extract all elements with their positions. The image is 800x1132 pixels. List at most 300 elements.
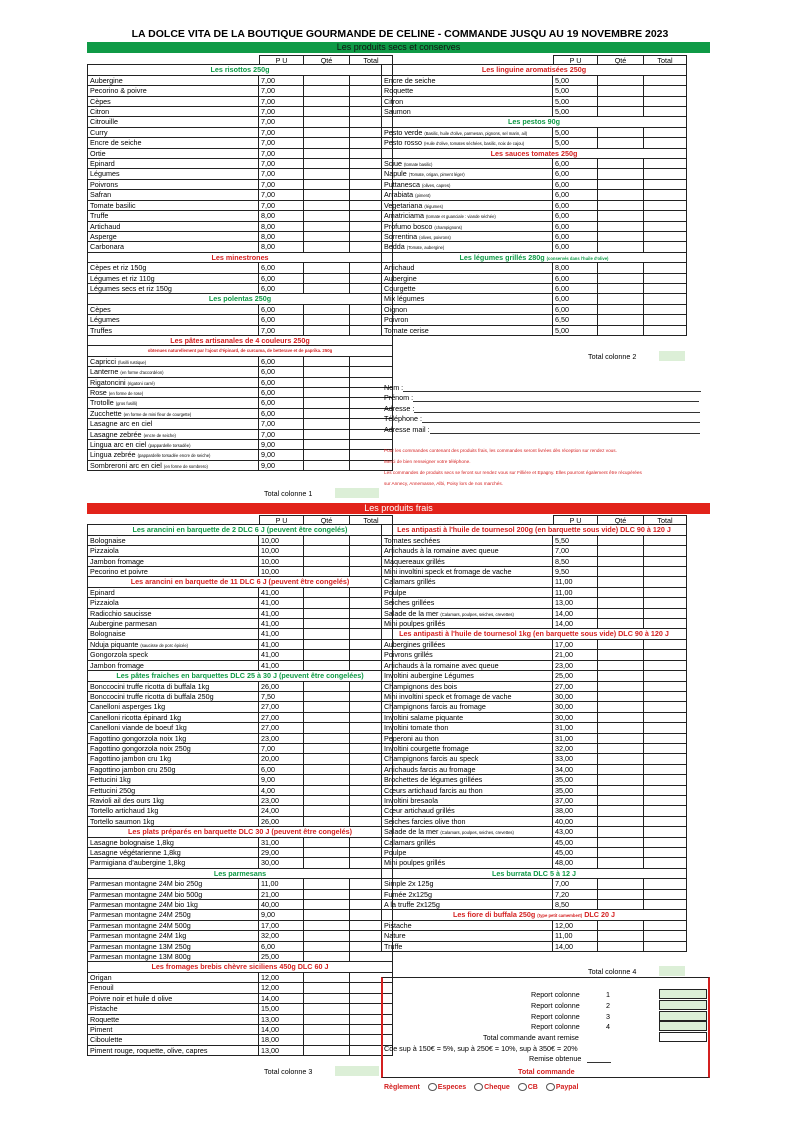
product-row — [381, 598, 687, 608]
payment-option-cash: Especes — [437, 1083, 467, 1091]
product-name-text: Amatriciama — [384, 211, 424, 221]
quantity-cell[interactable] — [304, 890, 350, 900]
quantity-cell[interactable] — [598, 577, 644, 587]
product-name — [381, 294, 553, 304]
quantity-cell[interactable] — [598, 734, 644, 744]
total-column-3-box[interactable] — [335, 1066, 379, 1076]
product-row — [87, 744, 393, 754]
quantity-cell[interactable] — [598, 702, 644, 712]
quantity-cell[interactable] — [598, 858, 644, 868]
quantity-cell[interactable] — [304, 598, 350, 608]
product-name — [87, 326, 259, 336]
quantity-cell[interactable] — [304, 440, 350, 450]
header-total: Total — [350, 515, 393, 525]
product-name — [87, 315, 259, 325]
total-cell[interactable] — [644, 211, 687, 221]
product-name-text: Ravioli ail des ours 1kg — [90, 795, 164, 805]
quantity-cell[interactable] — [304, 713, 350, 723]
total-cell[interactable] — [644, 890, 687, 900]
cash-radio-icon[interactable] — [428, 1083, 437, 1091]
quantity-cell[interactable] — [304, 702, 350, 712]
quantity-cell[interactable] — [304, 419, 350, 429]
quantity-cell[interactable] — [304, 232, 350, 242]
quantity-cell[interactable] — [598, 754, 644, 764]
quantity-cell[interactable] — [598, 640, 644, 650]
total-cell[interactable] — [644, 827, 687, 837]
quantity-cell[interactable] — [304, 900, 350, 910]
total-cell[interactable] — [644, 598, 687, 608]
quantity-cell[interactable] — [304, 921, 350, 931]
total-cell[interactable] — [644, 723, 687, 733]
product-price: 6,00 — [259, 398, 304, 408]
total-cell[interactable] — [644, 848, 687, 858]
quantity-cell[interactable] — [598, 827, 644, 837]
quantity-cell[interactable] — [304, 1046, 350, 1056]
product-row — [381, 305, 687, 315]
quantity-cell[interactable] — [304, 734, 350, 744]
product-row — [381, 201, 687, 211]
quantity-cell[interactable] — [598, 190, 644, 200]
total-cell[interactable] — [644, 159, 687, 169]
total-cell[interactable] — [644, 640, 687, 650]
quantity-cell[interactable] — [304, 180, 350, 190]
quantity-cell[interactable] — [598, 76, 644, 86]
product-name — [87, 263, 259, 273]
product-row — [87, 263, 393, 273]
product-name-text: Origan — [90, 972, 112, 982]
product-row — [381, 671, 687, 681]
quantity-cell[interactable] — [598, 765, 644, 775]
product-price: 7,00 — [259, 430, 304, 440]
product-name-text: Champignons farcis au fromage — [384, 702, 486, 712]
product-price: 5,00 — [553, 326, 598, 336]
total-cell[interactable] — [644, 315, 687, 325]
product-price: 7,00 — [259, 744, 304, 754]
total-cell[interactable] — [644, 201, 687, 211]
total-cell[interactable] — [644, 744, 687, 754]
total-cell[interactable] — [644, 557, 687, 567]
total-cell[interactable] — [644, 619, 687, 629]
section-heading — [87, 525, 393, 535]
quantity-cell[interactable] — [598, 588, 644, 598]
quantity-cell[interactable] — [304, 806, 350, 816]
quantity-cell[interactable] — [304, 567, 350, 577]
product-row — [87, 190, 393, 200]
product-name — [87, 723, 259, 733]
product-name — [87, 159, 259, 169]
quantity-cell[interactable] — [598, 661, 644, 671]
total-column-4-box[interactable] — [659, 966, 685, 976]
quantity-cell[interactable] — [598, 879, 644, 889]
quantity-cell[interactable] — [304, 952, 350, 962]
quantity-cell[interactable] — [304, 190, 350, 200]
quantity-cell[interactable] — [304, 796, 350, 806]
report-2-number: 2 — [606, 1001, 610, 1010]
product-name-text: Encre de seiche — [90, 138, 142, 148]
total-cell[interactable] — [644, 796, 687, 806]
total-cell[interactable] — [644, 274, 687, 284]
quantity-cell[interactable] — [598, 931, 644, 941]
total-cell[interactable] — [644, 692, 687, 702]
quantity-cell[interactable] — [304, 409, 350, 419]
total-cell[interactable] — [644, 942, 687, 952]
product-row — [87, 180, 393, 190]
total-cell[interactable] — [644, 713, 687, 723]
total-cell[interactable] — [350, 952, 393, 962]
product-row — [381, 315, 687, 325]
product-name-text: Safran — [90, 190, 112, 200]
total-cell[interactable] — [644, 900, 687, 910]
product-row — [87, 536, 393, 546]
header-pu: P U — [553, 55, 598, 65]
total-cell[interactable] — [644, 609, 687, 619]
quantity-cell[interactable] — [598, 557, 644, 567]
quantity-cell[interactable] — [598, 211, 644, 221]
quantity-cell[interactable] — [598, 546, 644, 556]
quantity-cell[interactable] — [598, 97, 644, 107]
quantity-cell[interactable] — [304, 1004, 350, 1014]
paypal-radio-icon[interactable] — [546, 1083, 555, 1091]
quantity-cell[interactable] — [304, 1015, 350, 1025]
product-row — [87, 973, 393, 983]
cb-radio-icon[interactable] — [518, 1083, 527, 1091]
product-row — [87, 305, 393, 315]
quantity-cell[interactable] — [304, 619, 350, 629]
quantity-cell[interactable] — [598, 921, 644, 931]
quantity-cell[interactable] — [304, 858, 350, 868]
quantity-cell[interactable] — [598, 169, 644, 179]
quantity-cell[interactable] — [598, 786, 644, 796]
quantity-cell[interactable] — [304, 211, 350, 221]
total-cell[interactable] — [644, 817, 687, 827]
quantity-cell[interactable] — [304, 536, 350, 546]
product-name — [87, 734, 259, 744]
quantity-cell[interactable] — [304, 744, 350, 754]
product-name-text: Cèpes et riz 150g — [90, 263, 147, 273]
quantity-cell[interactable] — [304, 159, 350, 169]
section-title — [87, 869, 393, 879]
section-heading — [87, 346, 393, 356]
quantity-cell[interactable] — [304, 138, 350, 148]
quantity-cell[interactable] — [304, 128, 350, 138]
quantity-cell[interactable] — [304, 461, 350, 471]
total-cell[interactable] — [644, 775, 687, 785]
quantity-cell[interactable] — [304, 973, 350, 983]
total-cell[interactable] — [644, 879, 687, 889]
quantity-cell[interactable] — [598, 284, 644, 294]
quantity-cell[interactable] — [304, 430, 350, 440]
quantity-cell[interactable] — [304, 650, 350, 660]
quantity-cell[interactable] — [304, 661, 350, 671]
total-cell[interactable] — [644, 305, 687, 315]
section-title-text: Les fromages brebis chèvre siciliens 450g DLC 60 J — [151, 962, 329, 972]
quantity-cell[interactable] — [598, 86, 644, 96]
product-name — [381, 713, 553, 723]
total-cell[interactable] — [644, 242, 687, 252]
product-price: 30,00 — [553, 702, 598, 712]
quantity-cell[interactable] — [598, 609, 644, 619]
quantity-cell[interactable] — [304, 723, 350, 733]
product-detail: (olives, capres) — [421, 182, 451, 188]
total-cell[interactable] — [644, 786, 687, 796]
quantity-cell[interactable] — [304, 388, 350, 398]
product-name-text: Seiches grillées — [384, 598, 435, 608]
quantity-cell[interactable] — [304, 754, 350, 764]
quantity-cell[interactable] — [598, 713, 644, 723]
quantity-cell[interactable] — [304, 86, 350, 96]
product-row — [381, 242, 687, 252]
product-row — [87, 284, 393, 294]
quantity-cell[interactable] — [598, 848, 644, 858]
quantity-cell[interactable] — [598, 817, 644, 827]
quantity-cell[interactable] — [304, 588, 350, 598]
quantity-cell[interactable] — [598, 900, 644, 910]
quantity-cell[interactable] — [598, 107, 644, 117]
quantity-cell[interactable] — [304, 222, 350, 232]
note-line-3: Les commandes de produits secs se feront sur rendez vous sur Fillière et Epagny. Elles pourront également être récupérées — [384, 470, 642, 475]
total-cell[interactable] — [644, 222, 687, 232]
quantity-cell[interactable] — [304, 242, 350, 252]
product-row — [87, 76, 393, 86]
quantity-cell[interactable] — [598, 222, 644, 232]
total-before-discount-box[interactable] — [659, 1032, 707, 1042]
quantity-cell[interactable] — [304, 629, 350, 639]
quantity-cell[interactable] — [304, 107, 350, 117]
quantity-cell[interactable] — [304, 983, 350, 993]
quantity-cell[interactable] — [304, 994, 350, 1004]
product-name-text: Artichauds à la romaine avec queue — [384, 660, 499, 670]
product-name — [87, 180, 259, 190]
product-name — [87, 86, 259, 96]
quantity-cell[interactable] — [598, 806, 644, 816]
quantity-cell[interactable] — [598, 650, 644, 660]
total-cell[interactable] — [644, 650, 687, 660]
quantity-cell[interactable] — [598, 692, 644, 702]
quantity-cell[interactable] — [598, 201, 644, 211]
product-name-text: Trotolle — [90, 398, 114, 408]
report-2-box[interactable] — [659, 1000, 707, 1010]
header-qte: Qté — [304, 515, 350, 525]
product-row — [87, 994, 393, 1004]
quantity-cell[interactable] — [304, 765, 350, 775]
quantity-cell[interactable] — [304, 1035, 350, 1045]
product-price: 6,00 — [259, 315, 304, 325]
total-cell[interactable] — [644, 138, 687, 148]
quantity-cell[interactable] — [304, 149, 350, 159]
quantity-cell[interactable] — [598, 232, 644, 242]
quantity-cell[interactable] — [304, 848, 350, 858]
product-price: 14,00 — [553, 609, 598, 619]
quantity-cell[interactable] — [598, 567, 644, 577]
quantity-cell[interactable] — [598, 744, 644, 754]
total-column-2-box[interactable] — [659, 351, 685, 361]
quantity-cell[interactable] — [598, 242, 644, 252]
total-cell[interactable] — [644, 263, 687, 273]
total-cell[interactable] — [644, 97, 687, 107]
quantity-cell[interactable] — [304, 284, 350, 294]
product-name — [381, 577, 553, 587]
total-cell[interactable] — [644, 921, 687, 931]
total-cell[interactable] — [644, 284, 687, 294]
quantity-cell[interactable] — [304, 557, 350, 567]
total-cell[interactable] — [644, 86, 687, 96]
product-row — [87, 609, 393, 619]
quantity-cell[interactable] — [304, 357, 350, 367]
total-cell[interactable] — [644, 326, 687, 336]
report-1-box[interactable] — [659, 989, 707, 999]
product-price: 11,00 — [553, 588, 598, 598]
quantity-cell[interactable] — [598, 682, 644, 692]
total-cell[interactable] — [644, 577, 687, 587]
total-cell[interactable] — [644, 567, 687, 577]
prenom-field[interactable] — [413, 401, 699, 402]
total-cell[interactable] — [350, 357, 393, 367]
product-name — [87, 222, 259, 232]
telephone-field[interactable] — [422, 422, 700, 423]
quantity-cell[interactable] — [598, 263, 644, 273]
quantity-cell[interactable] — [598, 138, 644, 148]
quantity-cell[interactable] — [304, 682, 350, 692]
total-cell[interactable] — [350, 367, 393, 377]
total-cell[interactable] — [644, 754, 687, 764]
quantity-cell[interactable] — [304, 263, 350, 273]
product-row — [381, 546, 687, 556]
total-cell[interactable] — [644, 169, 687, 179]
total-cell[interactable] — [644, 76, 687, 86]
quantity-cell[interactable] — [598, 536, 644, 546]
product-name-text: Truffe — [384, 941, 403, 951]
quantity-cell[interactable] — [598, 180, 644, 190]
header-qte: Qté — [598, 55, 644, 65]
total-cell[interactable] — [644, 107, 687, 117]
discount-obtained-field[interactable] — [587, 1062, 611, 1063]
quantity-cell[interactable] — [304, 910, 350, 920]
total-cell[interactable] — [644, 931, 687, 941]
total-cell[interactable] — [644, 294, 687, 304]
quantity-cell[interactable] — [598, 598, 644, 608]
total-cell[interactable] — [644, 734, 687, 744]
quantity-cell[interactable] — [598, 326, 644, 336]
nom-field[interactable] — [403, 391, 701, 392]
quantity-cell[interactable] — [304, 692, 350, 702]
quantity-cell[interactable] — [304, 450, 350, 460]
quantity-cell[interactable] — [304, 838, 350, 848]
quantity-cell[interactable] — [304, 117, 350, 127]
product-name-text: Champignons des bois — [384, 681, 458, 691]
product-name-text: Truffe — [90, 211, 109, 221]
mail-field[interactable] — [430, 433, 700, 434]
total-cell[interactable] — [644, 671, 687, 681]
product-price: 10,00 — [259, 546, 304, 556]
quantity-cell[interactable] — [304, 1025, 350, 1035]
quantity-cell[interactable] — [304, 775, 350, 785]
total-cell[interactable] — [644, 536, 687, 546]
quantity-cell[interactable] — [304, 315, 350, 325]
product-name — [87, 650, 259, 660]
total-cell[interactable] — [644, 180, 687, 190]
quantity-cell[interactable] — [598, 723, 644, 733]
quantity-cell[interactable] — [598, 619, 644, 629]
adresse-field[interactable] — [414, 412, 700, 413]
quantity-cell[interactable] — [598, 890, 644, 900]
product-name-text: Lingua zebrée — [90, 450, 136, 460]
quantity-cell[interactable] — [304, 378, 350, 388]
quantity-cell[interactable] — [598, 128, 644, 138]
report-4-box[interactable] — [659, 1021, 707, 1031]
total-cell[interactable] — [644, 546, 687, 556]
product-name-text: Bolognaise — [90, 535, 126, 545]
total-cell[interactable] — [644, 806, 687, 816]
product-price: 41,00 — [259, 650, 304, 660]
total-column-1-box[interactable] — [335, 488, 379, 498]
quantity-cell[interactable] — [598, 671, 644, 681]
quantity-cell[interactable] — [304, 931, 350, 941]
product-row — [87, 734, 393, 744]
product-price: 7,00 — [259, 138, 304, 148]
product-name — [87, 107, 259, 117]
header-pu: P U — [259, 515, 304, 525]
quantity-cell[interactable] — [304, 398, 350, 408]
product-row — [87, 952, 393, 962]
section-title-text: Les pâtes artisanales de 4 couleurs 250g — [170, 335, 310, 345]
quantity-cell[interactable] — [304, 169, 350, 179]
total-cell[interactable] — [644, 128, 687, 138]
quantity-cell[interactable] — [304, 97, 350, 107]
cheque-radio-icon[interactable] — [474, 1083, 483, 1091]
quantity-cell[interactable] — [598, 305, 644, 315]
quantity-cell[interactable] — [304, 201, 350, 211]
total-cell[interactable] — [644, 765, 687, 775]
total-cell[interactable] — [644, 702, 687, 712]
quantity-cell[interactable] — [598, 294, 644, 304]
quantity-cell[interactable] — [598, 274, 644, 284]
product-name — [87, 430, 259, 440]
quantity-cell[interactable] — [304, 817, 350, 827]
quantity-cell[interactable] — [304, 76, 350, 86]
report-1-label: Report colonne — [531, 990, 580, 999]
total-cell[interactable] — [644, 232, 687, 242]
quantity-cell[interactable] — [304, 367, 350, 377]
quantity-cell[interactable] — [304, 326, 350, 336]
quantity-cell[interactable] — [304, 305, 350, 315]
total-cell[interactable] — [644, 682, 687, 692]
quantity-cell[interactable] — [304, 609, 350, 619]
product-name-text: Cèpes — [90, 96, 111, 106]
product-name-text: Pizzaiola — [90, 546, 119, 556]
quantity-cell[interactable] — [598, 775, 644, 785]
fresh-left-table — [87, 515, 393, 1056]
quantity-cell[interactable] — [304, 546, 350, 556]
quantity-cell[interactable] — [304, 640, 350, 650]
quantity-cell[interactable] — [304, 879, 350, 889]
total-cell[interactable] — [644, 838, 687, 848]
total-cell[interactable] — [644, 190, 687, 200]
quantity-cell[interactable] — [304, 786, 350, 796]
quantity-cell[interactable] — [598, 315, 644, 325]
total-cell[interactable] — [644, 858, 687, 868]
total-cell[interactable] — [644, 661, 687, 671]
total-cell[interactable] — [644, 588, 687, 598]
quantity-cell[interactable] — [304, 274, 350, 284]
quantity-cell[interactable] — [598, 942, 644, 952]
quantity-cell[interactable] — [598, 796, 644, 806]
quantity-cell[interactable] — [598, 159, 644, 169]
product-price: 7,50 — [259, 692, 304, 702]
quantity-cell[interactable] — [598, 838, 644, 848]
report-3-box[interactable] — [659, 1011, 707, 1021]
quantity-cell[interactable] — [304, 942, 350, 952]
product-name — [381, 848, 553, 858]
